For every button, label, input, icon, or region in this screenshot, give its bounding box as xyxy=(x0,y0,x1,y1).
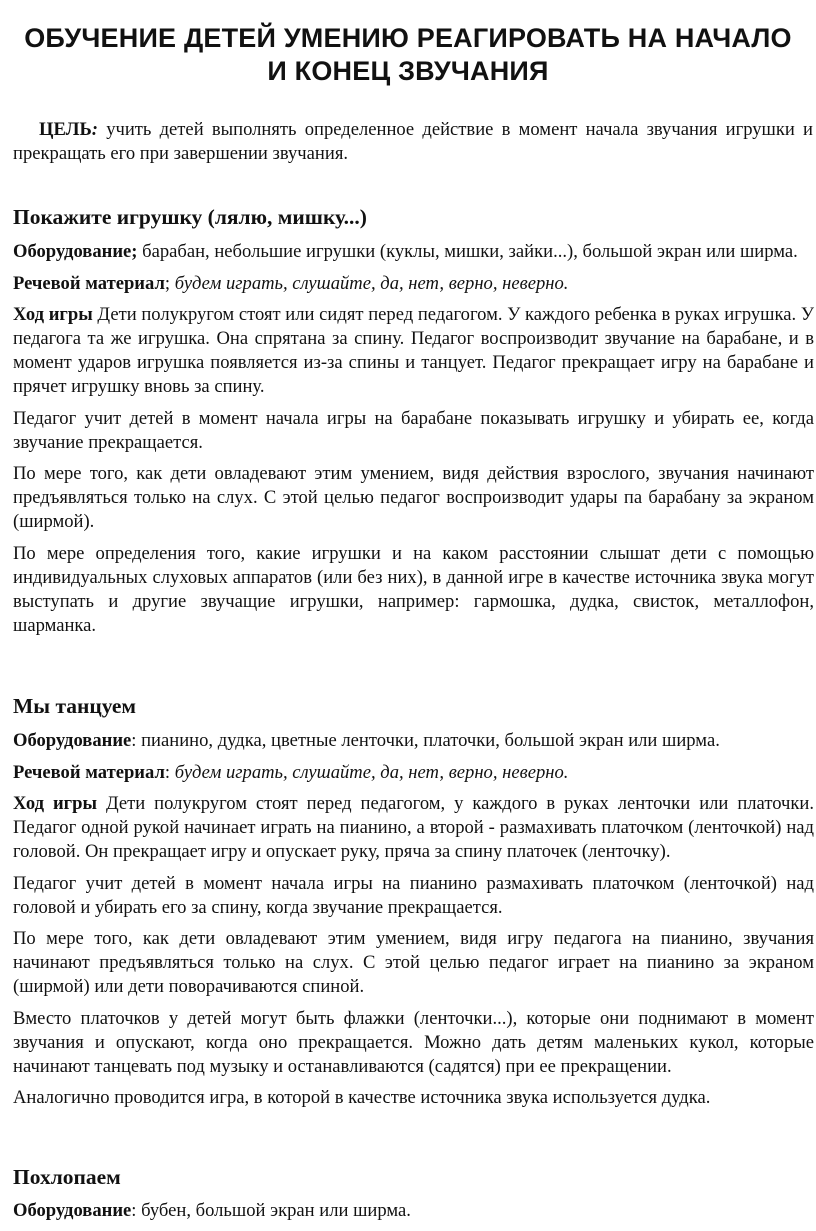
section-1-body xyxy=(13,240,814,645)
equipment-text: : бубен, большой экран или ширма. xyxy=(131,1200,411,1221)
goal-paragraph xyxy=(13,118,813,166)
section-2-p2: Педагог учит детей в момент начала игры на пианино размахивать платочком (ленточкой) над головой и убирать его за спину, когда звучание прекращается. xyxy=(13,872,814,918)
goal-text: учить детей выполнять определенное действие в момент начала звучания игрушки и прекращать его при завершении звучания. xyxy=(13,119,813,164)
equipment-text: : пианино, дудка, цветные ленточки, платочки, большой экран или ширма. xyxy=(131,730,720,751)
speech-text: будем играть, слушайте, да, нет, верно, неверно. xyxy=(174,761,569,783)
course-label: Ход игры xyxy=(13,793,97,814)
speech-sep: ; xyxy=(164,272,175,294)
equipment-text: барабан, небольшие игрушки (куклы, мишки, зайки...), большой экран или ширма. xyxy=(137,241,798,262)
equipment-label: Оборудование xyxy=(13,730,132,751)
section-2-equipment xyxy=(13,729,814,753)
course-text: Дети полукругом стоят или сидят перед педагогом. У каждого ребенка в руках игрушка. У педагога та же игрушка. Она спрятана за спину. Педагог воспроизводит звучание на барабане, и в момент ударов игрушка появляется из-за спины и танцует. Педагог прекращает игру на барабане и прячет игрушку вновь за спину. xyxy=(13,304,815,397)
speech-label: Речевой материал xyxy=(13,272,165,294)
title-line-2: И КОНЕЦ ЗВУЧАНИЯ xyxy=(267,56,549,86)
section-1-p2: Педагог учит детей в момент начала игры на барабане показывать игрушку и убирать ее, когда звучание прекращается. xyxy=(13,407,814,453)
section-3-heading: Похлопаем xyxy=(13,1165,121,1189)
section-1-speech xyxy=(13,272,814,296)
goal-label: ЦЕЛЬ xyxy=(39,119,92,140)
section-2-p4: Вместо платочков у детей могут быть флажки (ленточки...), которые они поднимают в момент звучания и опускают, когда оно прекращается. Можно дать детям маленьких кукол, которые начинают танцевать под музыку и останавливаются (садятся) при ее прекращении. xyxy=(13,1007,814,1077)
section-1-p3: По мере того, как дети овладевают этим умением, видя действия взрослого, звучания начинают предъявляться только на слух. С этой целью педагог воспроизводит удары па барабану за экраном (ширмой). xyxy=(13,463,814,532)
section-2-speech xyxy=(13,761,814,785)
goal-colon: : xyxy=(91,119,98,140)
section-1-heading: Покажите игрушку (лялю, мишку...) xyxy=(13,205,367,229)
section-2-body xyxy=(13,729,814,1118)
section-1-equipment xyxy=(13,240,814,264)
speech-label: Речевой материал xyxy=(13,761,165,783)
speech-sep: : xyxy=(164,761,175,783)
section-3-body xyxy=(13,1199,814,1231)
course-label: Ход игры xyxy=(13,304,93,325)
section-3-equipment xyxy=(13,1199,814,1223)
equipment-label: Оборудование xyxy=(13,1200,132,1221)
speech-text: будем играть, слушайте, да, нет, верно, неверно. xyxy=(174,272,569,294)
section-2-p5: Аналогично проводится игра, в которой в качестве источника звука используется дудка. xyxy=(13,1087,711,1108)
section-1-course xyxy=(13,303,814,399)
course-text: Дети полукругом стоят перед педагогом, у каждого в руках ленточки или платочки. Педагог одной рукой начинает играть на пианино, а второй - размахивать платочком (ленточкой) над головой. Он прекращает игру и опускает руку, пряча за спину платочек (ленточку). xyxy=(13,793,815,862)
section-2-heading: Мы танцуем xyxy=(13,694,137,718)
equipment-label: Оборудование; xyxy=(13,241,138,262)
section-2-course xyxy=(13,792,814,864)
section-1-p4: По мере определения того, какие игрушки и на каком расстоянии слышат дети с помощью индивидуальных слуховых аппаратов (или без них), в данной игре в качестве источника звука могут выступать и другие звучащие игрушки, например: гармошка, дудка, свисток, металлофон, шарманка. xyxy=(13,542,814,636)
document-title xyxy=(10,22,806,88)
section-2-p3: По мере того, как дети овладевают этим умением, видя игру педагога на пианино, звучания начинают предъявляться только на слух. С этой целью педагог играет на пианино за экраном (ширмой) или дети поворачиваются спиной. xyxy=(13,928,814,997)
title-line-1: ОБУЧЕНИЕ ДЕТЕЙ УМЕНИЮ РЕАГИРОВАТЬ НА НАЧАЛО xyxy=(24,23,792,53)
